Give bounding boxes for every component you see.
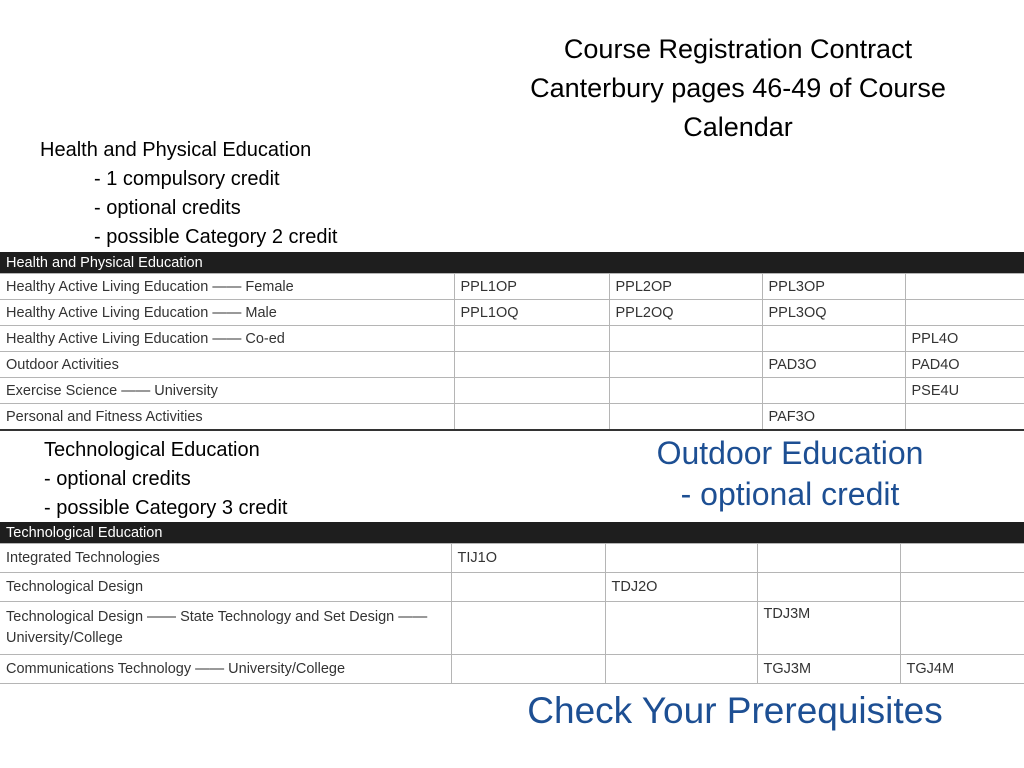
- table-row: [0, 602, 1024, 655]
- course-name-cell: Technological Design —— State Technology and Set Design —— University/College: [0, 602, 451, 655]
- grade-9-cell: [451, 655, 605, 684]
- table-row: [0, 274, 1024, 300]
- outdoor-education-callout: [600, 433, 980, 515]
- grade-11-cell: [762, 326, 905, 352]
- hpe-course-table: [0, 252, 1024, 431]
- grade-9-cell: [451, 602, 605, 655]
- tech-table-header: Technological Education: [0, 522, 1024, 544]
- grade-12-cell: PPL4O: [905, 326, 1024, 352]
- grade-11-cell: PPL3OP: [762, 274, 905, 300]
- grade-9-cell: [454, 404, 609, 431]
- table-header-row: [0, 252, 1024, 274]
- grade-12-cell: PSE4U: [905, 378, 1024, 404]
- outdoor-callout-line-2: - optional credit: [680, 476, 900, 512]
- outdoor-callout-line-1: Outdoor Education: [656, 435, 924, 471]
- title-line-3: Calendar: [683, 112, 793, 142]
- grade-9-cell: PPL1OQ: [454, 300, 609, 326]
- grade-11-cell: PPL3OQ: [762, 300, 905, 326]
- course-name-cell: Integrated Technologies: [0, 544, 451, 573]
- grade-10-cell: [605, 655, 757, 684]
- grade-9-cell: [454, 378, 609, 404]
- course-name-cell: Personal and Fitness Activities: [0, 404, 454, 431]
- hpe-note-heading: Health and Physical Education: [40, 139, 312, 161]
- grade-11-cell: [757, 573, 900, 602]
- grade-12-cell: [900, 602, 1024, 655]
- table-header-row: [0, 522, 1024, 544]
- tech-note-item: - possible Category 3 credit: [44, 497, 288, 519]
- check-prerequisites-callout: Check Your Prerequisites: [527, 690, 943, 731]
- grade-11-cell: PAF3O: [762, 404, 905, 431]
- table-row: [0, 544, 1024, 573]
- slide-title: [470, 30, 1006, 147]
- grade-12-cell: [905, 404, 1024, 431]
- grade-10-cell: PPL2OP: [609, 274, 762, 300]
- grade-11-cell: [762, 378, 905, 404]
- grade-12-cell: PAD4O: [905, 352, 1024, 378]
- grade-12-cell: [900, 544, 1024, 573]
- grade-9-cell: PPL1OP: [454, 274, 609, 300]
- grade-9-cell: [454, 352, 609, 378]
- grade-10-cell: PPL2OQ: [609, 300, 762, 326]
- grade-11-cell: [757, 544, 900, 573]
- course-name-cell: Healthy Active Living Education —— Male: [0, 300, 454, 326]
- course-name-cell: Communications Technology —— University/College: [0, 655, 451, 684]
- grade-10-cell: TDJ2O: [605, 573, 757, 602]
- grade-12-cell: [905, 300, 1024, 326]
- hpe-table-header: Health and Physical Education: [0, 252, 1024, 274]
- table-row: [0, 378, 1024, 404]
- grade-10-cell: [609, 326, 762, 352]
- hpe-note-item: - optional credits: [94, 197, 241, 219]
- table-row: [0, 655, 1024, 684]
- tech-credit-note: [44, 436, 287, 523]
- tech-note-heading: Technological Education: [44, 439, 260, 461]
- grade-10-cell: [605, 544, 757, 573]
- table-row: [0, 326, 1024, 352]
- course-name-cell: Outdoor Activities: [0, 352, 454, 378]
- course-name-cell: Technological Design: [0, 573, 451, 602]
- grade-9-cell: [451, 573, 605, 602]
- grade-9-cell: TIJ1O: [451, 544, 605, 573]
- grade-11-cell: TGJ3M: [757, 655, 900, 684]
- course-name-cell: Healthy Active Living Education —— Female: [0, 274, 454, 300]
- table-row: [0, 573, 1024, 602]
- grade-10-cell: [609, 378, 762, 404]
- tech-note-item: - optional credits: [44, 468, 191, 490]
- hpe-credit-note: [40, 136, 337, 252]
- grade-10-cell: [609, 404, 762, 431]
- grade-11-cell: PAD3O: [762, 352, 905, 378]
- tech-course-table: [0, 522, 1024, 684]
- course-name-cell: Exercise Science —— University: [0, 378, 454, 404]
- title-line-1: Course Registration Contract: [563, 34, 913, 64]
- grade-9-cell: [454, 326, 609, 352]
- grade-12-cell: TGJ4M: [900, 655, 1024, 684]
- table-row: [0, 352, 1024, 378]
- hpe-note-item: - 1 compulsory credit: [94, 168, 280, 190]
- grade-10-cell: [605, 602, 757, 655]
- grade-12-cell: [905, 274, 1024, 300]
- table-row: [0, 404, 1024, 431]
- course-name-cell: Healthy Active Living Education —— Co-ed: [0, 326, 454, 352]
- grade-12-cell: [900, 573, 1024, 602]
- grade-11-cell: TDJ3M: [757, 602, 900, 655]
- grade-10-cell: [609, 352, 762, 378]
- hpe-note-item: - possible Category 2 credit: [94, 226, 338, 248]
- table-row: [0, 300, 1024, 326]
- title-line-2: Canterbury pages 46-49 of Course: [530, 73, 946, 103]
